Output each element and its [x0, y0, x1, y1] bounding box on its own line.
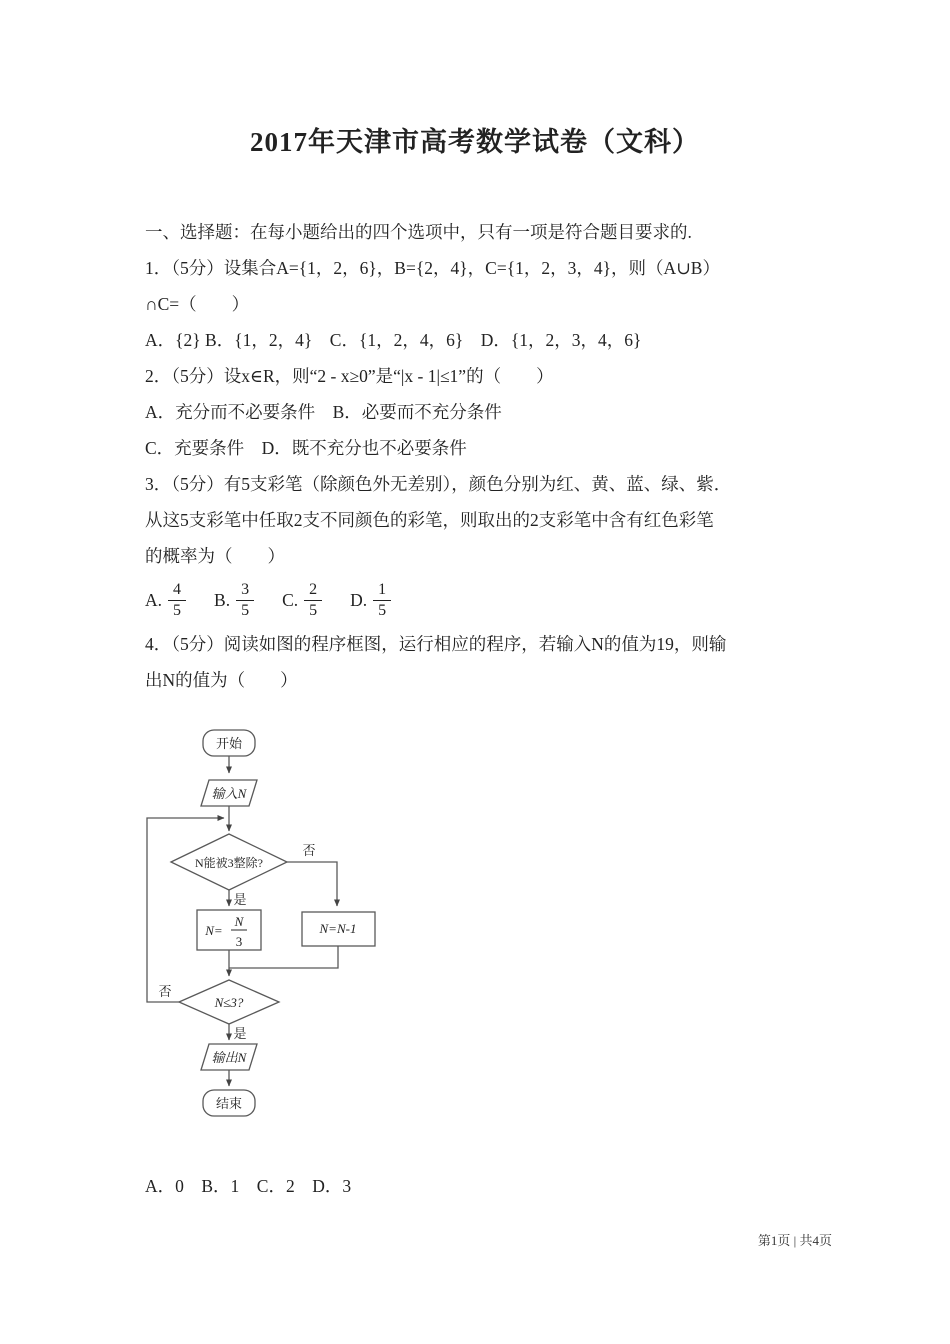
q3-line2: 从这5支彩笔中任取2支不同颜色的彩笔，则取出的2支彩笔中含有红色彩笔: [145, 510, 714, 530]
page-title: 2017年天津市高考数学试卷（文科）: [250, 127, 700, 157]
output-label: 输出N: [211, 1050, 247, 1065]
exam-body: [145, 214, 823, 1204]
decision-leq3-label: N≤3?: [214, 995, 244, 1010]
q3-option-c-numerator: 2: [304, 580, 322, 600]
q4-flowchart: [137, 722, 823, 1142]
q3-line3: 的概率为（ ）: [145, 546, 285, 566]
start-label: 开始: [215, 736, 243, 751]
q1-options: A．{2} B．{1，2，4} C．{1，2，4，6} D．{1，2，3，4，6}: [145, 330, 642, 350]
q3-option-d-numerator: 1: [373, 580, 391, 600]
q3-options: [145, 574, 823, 626]
q3-option-b-fraction: [236, 580, 254, 619]
q3-option-d-fraction: [373, 580, 391, 619]
flowchart-svg: [137, 722, 467, 1142]
section-heading: 一、选择题：在每小题给出的四个选项中，只有一项是符合题目要求的.: [145, 222, 692, 242]
q3-option-d: [350, 580, 391, 619]
q3-option-b-numerator: 3: [236, 580, 254, 600]
end-label: 结束: [215, 1096, 243, 1111]
divide-box-prefix: N=: [205, 923, 223, 938]
yes-label-2: 是: [233, 1026, 247, 1041]
q3-option-b-label: B.: [214, 589, 231, 610]
no-label-1: 否: [302, 843, 316, 858]
q2-options-cd: C．充要条件 D．既不充分也不必要条件: [145, 438, 467, 458]
yes-label-1: 是: [233, 892, 247, 907]
q3-option-a-fraction: [168, 580, 186, 619]
q4-line1: 4．（5分）阅读如图的程序框图，运行相应的程序，若输入N的值为19，则输: [145, 634, 727, 654]
divide-box-denominator: 3: [235, 934, 243, 949]
q2-line1: 2．（5分）设x∈R，则“2 - x≥0”是“|x - 1|≤1”的（ ）: [145, 366, 554, 386]
q3-option-d-label: D.: [350, 589, 368, 610]
q3-option-b: [214, 580, 254, 619]
q3-option-a: [145, 580, 186, 619]
q3-line1: 3．（5分）有5支彩笔（除颜色外无差别），颜色分别为红、黄、蓝、绿、紫．: [145, 474, 732, 494]
q3-option-c-denominator: 5: [309, 601, 318, 619]
q4-options: A．0 B．1 C．2 D．3: [145, 1176, 352, 1196]
page-footer: 第1页 | 共4页: [757, 1233, 832, 1248]
divide-box-numerator: N: [234, 914, 244, 929]
wire-cond1-no-branch: [287, 862, 337, 906]
q3-option-d-denominator: 5: [378, 601, 387, 619]
q3-option-c-fraction: [304, 580, 322, 619]
q3-option-c-label: C.: [282, 589, 299, 610]
decision-divisible-label: N能被3整除?: [195, 856, 263, 870]
q3-option-c: [282, 580, 322, 619]
q4-line2: 出N的值为（ ）: [145, 670, 298, 690]
q1-line2: ∩C=（ ）: [145, 294, 250, 314]
input-label: 输入N: [211, 786, 247, 801]
q1-line1: 1．（5分）设集合A={1，2，6}，B={2，4}，C={1，2，3，4}，则（A∪B）: [145, 258, 720, 278]
q2-options-ab: A．充分而不必要条件 B．必要而不充分条件: [145, 402, 502, 422]
q3-option-b-denominator: 5: [241, 601, 250, 619]
q3-option-a-numerator: 4: [168, 580, 186, 600]
subtract-box-label: N=N-1: [319, 921, 357, 936]
q3-option-a-denominator: 5: [173, 601, 182, 619]
no-label-2: 否: [158, 984, 172, 999]
q3-option-a-label: A.: [145, 589, 163, 610]
